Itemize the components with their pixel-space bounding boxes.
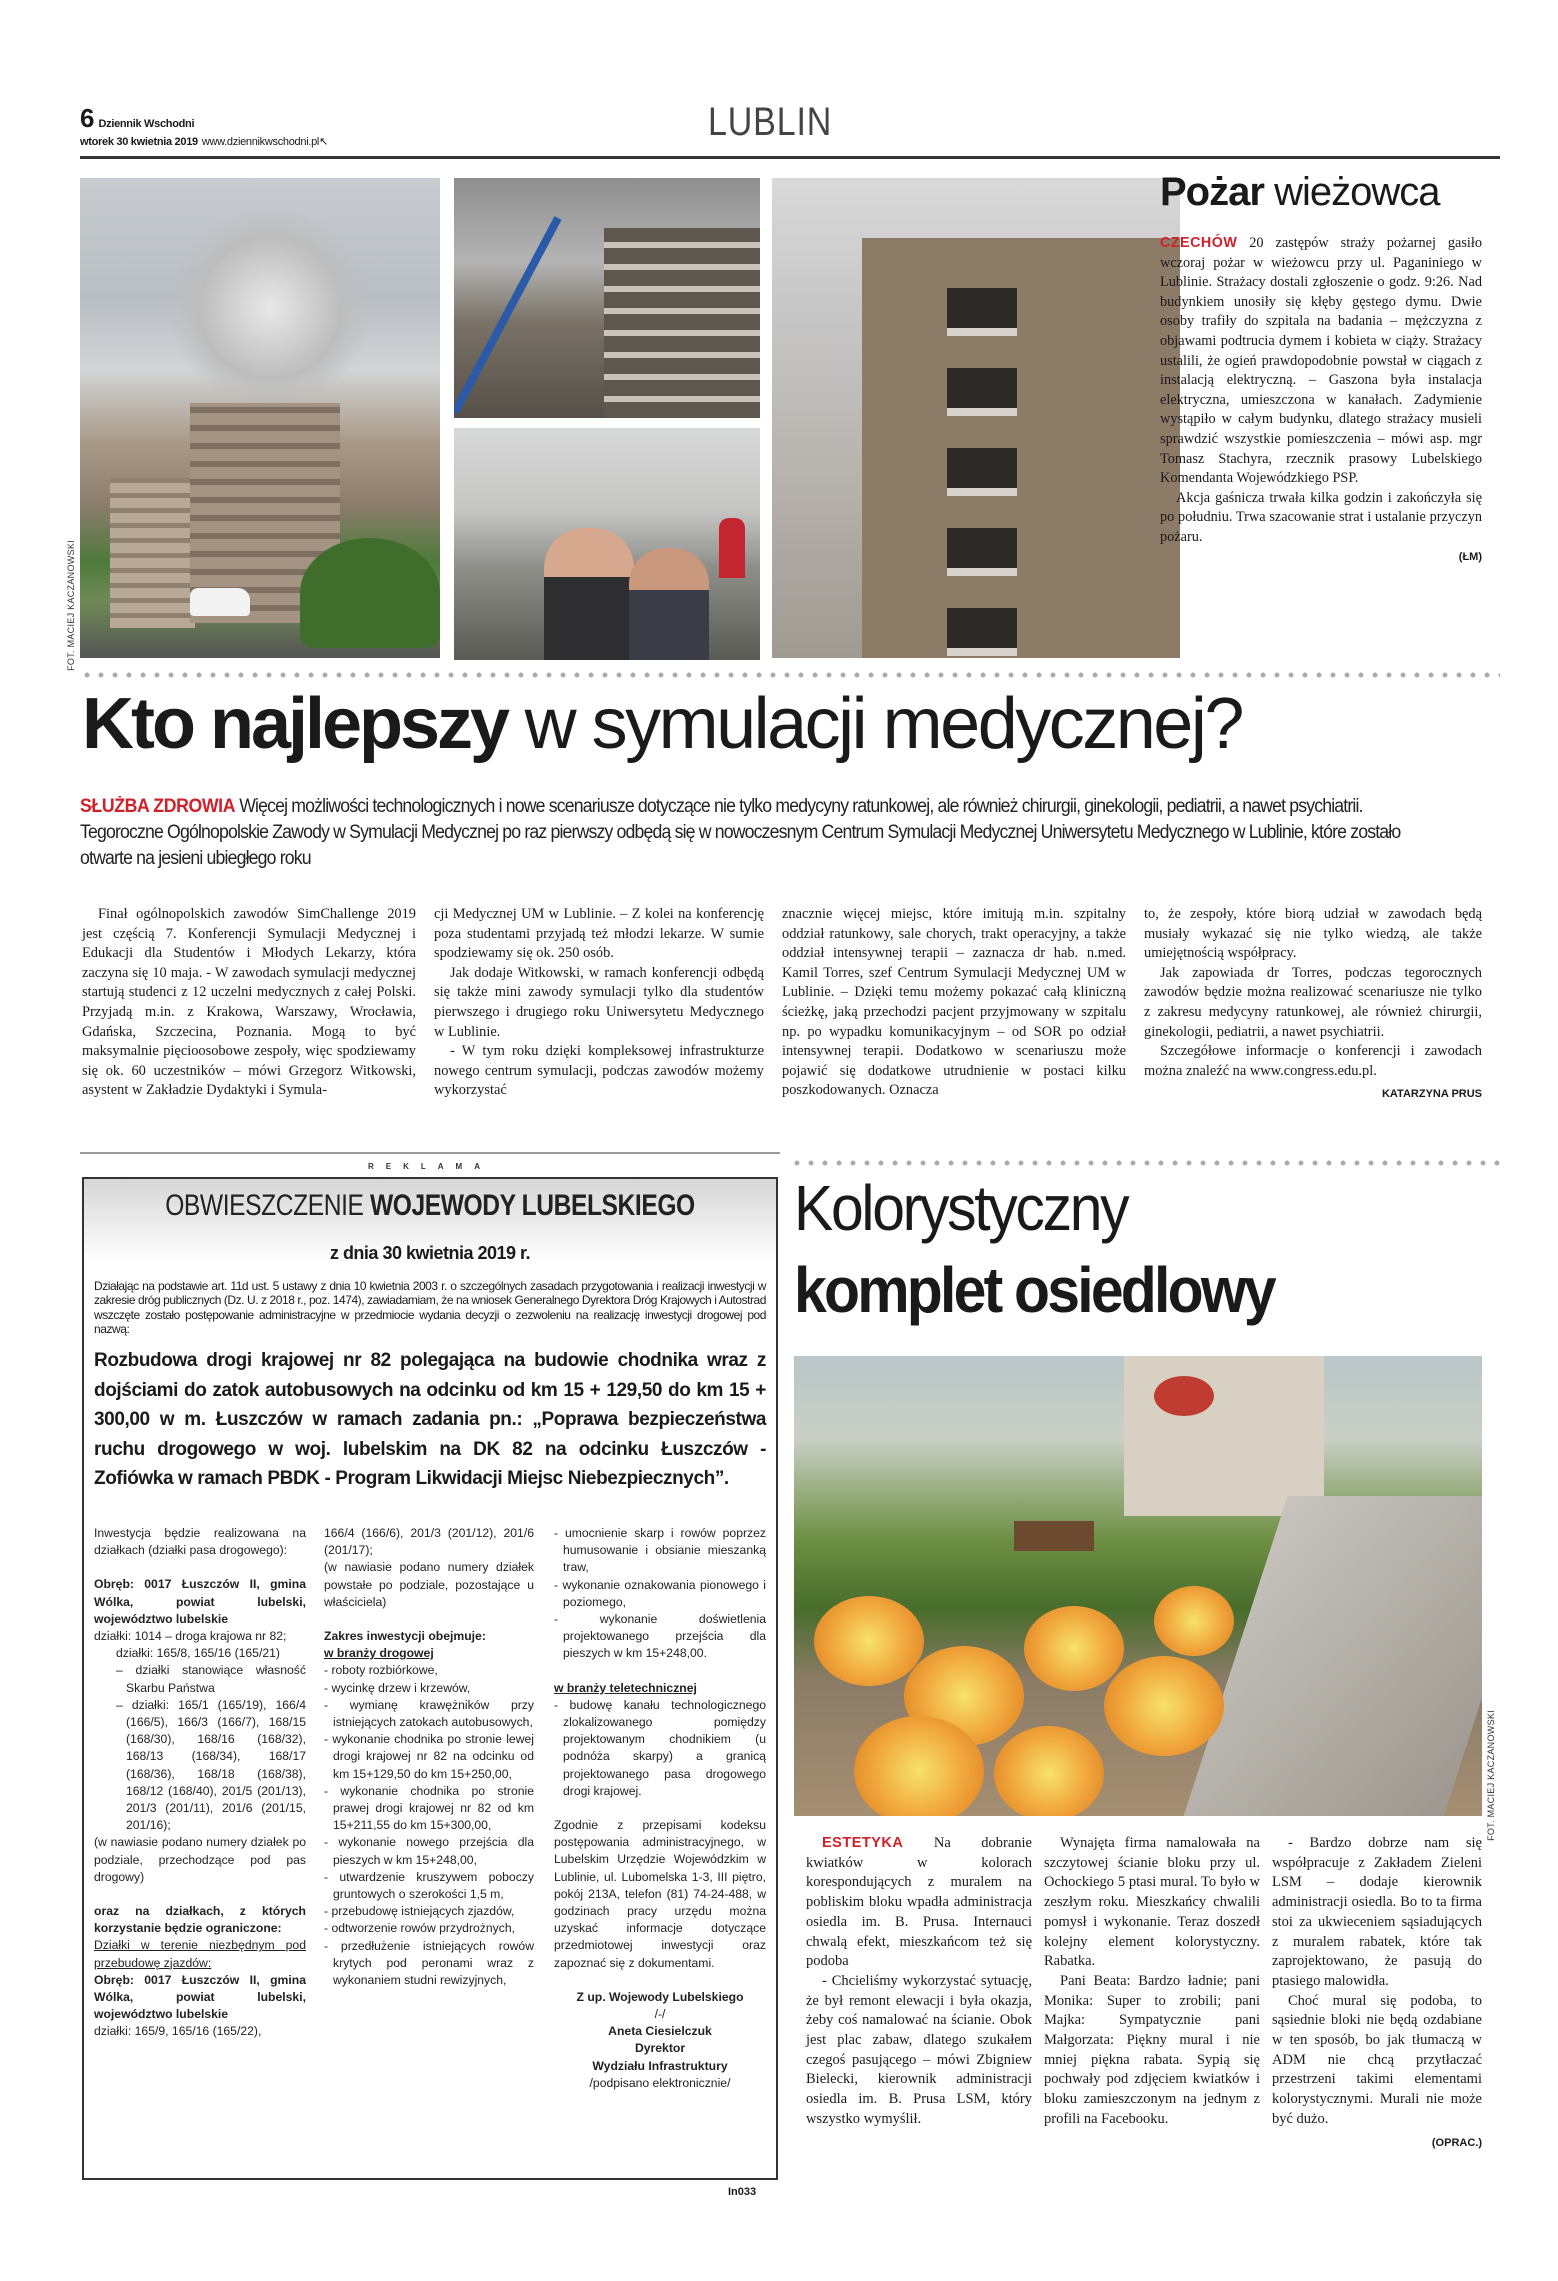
- main-col-3: znacznie więcej miejsc, które imitują m.in. szpitalny oddział ratunkowy, sale chorych, trakt operacyjny, a także oddział intensywnej terapii – zaznacza dr hab. n.med. Kamil Torres, szef Centrum Symulacji Medycznej UM w Lublinie. – Dzięki temu możemy pokazać całą kliniczną ścieżkę, jaką przechodzi pacjent przyjmowany w szpitalu np. po wypadku komunikacyjnym – od SOR po odział intensywnej terapii. Dodatkowo w scenariuszu może pojawić się dodatkowe utrudnienie w postaci kilku poszkodowanych. Oznacza: [782, 906, 1126, 1099]
- fire-article-title: Pożar wieżowca: [1160, 170, 1440, 214]
- main-article-lead: SŁUŻBA ZDROWIA Więcej możliwości technologicznych i nowe scenariusze dotyczące nie tylko medycyny ratunkowej, ale również chirurgii, ginekologii, pediatrii, a nawet psychiatrii. Tegoroczne Ogólnopolskie Zawody w Symulacji Medycznej po raz pierwszy odbędą się w nowoczesnym Centrum Symulacji Medycznej Uniwersytetu Medycznego w Lublinie, które zostało otwarte na jesieni ubiegłego roku: [80, 796, 1401, 869]
- flower-article-title-line1: Kolorystyczny: [794, 1172, 1128, 1244]
- main-signature: KATARZYNA PRUS: [1381, 1088, 1482, 1101]
- ad-project-name: Rozbudowa drogi krajowej nr 82 polegająca na budowie chodnika wraz z dojściami do zatok autobusowych na odcinku od km 15 + 129,50 do km 15 + 300,00 w m. Łuszczów w ramach zadania pn.: „Poprawa bezpieczeństwa ruchu drogowego w woj. lubelskim na DK 82 na odcinku Łuszczów - Zofiówka w ramach PBDK - Program Likwidacji Miejsc Niebezpiecznych”.: [94, 1350, 766, 1489]
- header-rule: [80, 156, 1500, 159]
- main-col-2: cji Medycznej UM w Lublinie. – Z kolei na konferencję poza studentami przyjadą też młodzi lekarze. W sumie spodziewamy się ok. 250 osób. Jak dodaje Witkowski, w ramach konferencji odbędą się także mini zawody symulacji tylko dla studentów pierwszego i drugiego roku Uniwersytetu Medycznego w Lublinie. - W tym roku dzięki kompleksowej infrastrukturze nowego centrum symulacji, podczas zawodów możemy wykorzystać: [434, 906, 764, 1099]
- photo-fire-ladder: [454, 178, 760, 418]
- ad-code: In033: [728, 2186, 757, 2198]
- main-kicker: SŁUŻBA ZDROWIA: [80, 796, 236, 817]
- paper-url-link[interactable]: www.dziennikwschodni.pl: [201, 136, 320, 148]
- page-number: 6: [80, 103, 95, 133]
- ad-col-3: - umocnienie skarp i rowów poprzez humusowanie i obsianie mieszanką traw, - wykonanie oznakowania pionowego i poziomego, - wykonanie doświetlenia projektowanego przejścia dla pieszych w km 15+248,00. w branży teletechnicznej - budowę kanału technologicznego zlokalizowanego pomiędzy projektowanym chodnikiem (u podnóża skarpy) a granicą projektowanego pasa drogowego drogi krajowej. Zgodnie z przepisami kodeksu postępowania administracyjnego, w Lubelskim Urzędzie Wojewódzkim w Lublinie, ul. Lubomelska 1-3, III piętro, pokój 213A, telefon (81) 74-24-488, w godzinach pracy urzędu można uzyskać informacje dotyczące przedmiotowej inwestycji oraz zapoznać się z dokumentami. Z up. Wojewody Lubelskiego /-/ Aneta Ciesielczuk Dyrektor Wydziału Infrastruktury /podpisano elektronicznie/: [554, 1526, 766, 2090]
- dotted-divider-right: [790, 1160, 1500, 1166]
- ad-top-rule: [80, 1152, 780, 1154]
- main-article-title: Kto najlepszy w symulacji medycznej?: [82, 684, 1242, 764]
- photo-onlookers: [454, 428, 760, 660]
- ad-date: z dnia 30 kwietnia 2019 r.: [329, 1243, 531, 1263]
- photo-credit: FOT. MACIEJ KACZANOWSKI: [66, 540, 76, 671]
- main-col-1: Finał ogólnopolskich zawodów SimChallenge 2019 jest częścią 7. Konferencji Symulacji Medycznej i Edukacji dla Studentów i Młodych Lekarzy, która zaczyna się 10 maja. - W zawodach symulacji medycznej startują studenci z 12 uczelni medycznych z całej Polski. Przyjadą m.in. z Krakowa, Warszawy, Wrocławia, Gdańska, Szczecina, Poznania. Mogą to być maksymalnie pięcioosobowe zespoły, więc spodziewamy się ok. 60 uczestników – mówi Grzegorz Witkowski, asystent w Zakładzie Dydaktyki i Symula-: [82, 906, 416, 1099]
- fire-kicker: CZECHÓW: [1160, 235, 1238, 251]
- paper-name: Dziennik Wschodni: [98, 118, 195, 130]
- ad-label: REKLAMA: [368, 1162, 492, 1171]
- photo-burning-tower: [80, 178, 440, 658]
- flower-kicker: ESTETYKA: [822, 1835, 904, 1851]
- cursor-icon: ↖: [319, 136, 329, 148]
- section-title: LUBLIN: [708, 100, 833, 144]
- flower-col-3: - Bardzo dobrze nam się współpracuje z Zakładem Zieleni LSM – dodaje kierownik administracji osiedla. Bo to ta firma stoi za ukwieceniem sąsiadujących z muralem rabatek, które tak zaprojektowano, że pasują do ptasiego malowidła. Choć mural się podoba, to sąsiednie bloki nie będą ozdabiane w ten sposób, bo jak tłumaczą w ADM nie chcą przytłaczać przestrzeni takimi elementami kolorystycznymi. Murali nie może być dużo. (OPRAC.): [1272, 1834, 1482, 2153]
- ad-intro: Działając na podstawie art. 11d ust. 5 ustawy z dnia 10 kwietnia 2003 r. o szczególnych zasadach przygotowania i realizacji inwestycji w zakresie dróg publicznych (Dz. U. z 2018 r., poz. 1474), zawiadamiam, że na wniosek Generalnego Dyrektora Dróg Krajowych i Autostrad wszczęte zostało postępowanie administracyjne w przedmiocie wydania decyzji o zezwoleniu na realizację inwestycji drogowej pod nazwą:: [94, 1279, 766, 1337]
- issue-date: wtorek 30 kwietnia 2019: [80, 136, 198, 148]
- photo-building-facade: [772, 178, 1180, 658]
- main-col-4: to, że zespoły, które biorą udział w zawodach będą musiały wykazać się nie tylko wiedzą, ale także umiejętnością współpracy. Jak zapowiada dr Torres, podczas tegorocznych zawodów będzie można realizować scenariusze nie tylko z zakresu medycyny ratunkowej, ale również chirurgii, ginekologii, pediatrii, a nawet psychiatrii. Szczegółowe informacje o konferencji i zawodach można znaleźć na www.congress.edu.pl. KATARZYNA PRUS: [1144, 905, 1482, 1105]
- ad-announcement: [82, 1177, 778, 2180]
- ad-title: OBWIESZCZENIE WOJEWODY LUBELSKIEGO: [165, 1189, 695, 1222]
- masthead: [80, 105, 328, 149]
- flower-col-2: Wynajęta firma namalowała na szczytowej ścianie bloku przy ul. Ochockiego 5 ptasi mural. To było w zeszłym roku. Mieszkańcy chwalili pomysł i wykonanie. Teraz doszedł kolejny element kolorystyczny. Rabatka. Pani Beata: Bardzo ładnie; pani Monika: Super to zrobili; pani Majka: Sympatycznie pani Małgorzata: Piękny mural i nie mniej piękna rabata. Sypią się pochwały pod zdjęciem kwiatków i bloku zamieszczonym na jednym z profili na Facebooku.: [1044, 1835, 1260, 2127]
- flower-signature: (OPRAC.): [1431, 2136, 1482, 2149]
- ad-col-1: Inwestycja będzie realizowana na działkach (działki pasa drogowego): Obręb: 0017 Łuszczów II, gmina Wólka, powiat lubelski, województwo lubelskie działki: 1014 – droga krajowa nr 82; działki: 165/8, 165/16 (165/21) – działki stanowiące własność Skarbu Państwa – działki: 165/1 (165/19), 166/4 (166/5), 166/3 (166/7), 168/15 (168/30), 168/16 (168/32), 168/13 (168/34), 168/17 (168/36), 168/18 (168/38), 168/12 (168/40), 201/5 (201/13), 201/3 (201/11), 201/6 (201/15, 201/16); (w nawiasie podano numery działek po podziale, przechodzące pod pas drogowy) oraz na działkach, z których korzystanie będzie ograniczone: Działki w terenie niezbędnym pod przebudowę zjazdów: Obręb: 0017 Łuszczów II, gmina Wólka, powiat lubelski, województwo lubelskie działki: 165/9, 165/16 (165/22),: [94, 1526, 306, 2039]
- ad-col-2: 166/4 (166/6), 201/3 (201/12), 201/6 (201/17); (w nawiasie podano numery działek powstałe po podziale, pozostające u właściciela) Zakres inwestycji obejmuje: w branży drogowej - roboty rozbiórkowe, - wycinkę drzew i krzewów, - wymianę krawężników przy istniejących zatokach autobusowych, - wykonanie chodnika po stronie lewej drogi krajowej nr 82 na odcinku od km 15+129,50 do km 15+250,00, - wykonanie chodnika po stronie prawej drogi krajowej nr 82 od km 15+211,55 do km 15+300,00, - wykonanie nowego przejścia dla pieszych w km 15+248,00, - utwardzenie kruszywem poboczy gruntowych o szerokości 1,5 m, - przebudowę istniejących zjazdów, - odtworzenie rowów przydrożnych, - przedłużenie istniejących rowów krytych pod peronami wraz z wykonaniem studni rewizyjnych,: [324, 1526, 534, 1988]
- photo-credit-flowers: FOT. MACIEJ KACZANOWSKI: [1486, 1710, 1496, 1841]
- flower-article-title-line2: komplet osiedlowy: [794, 1254, 1274, 1326]
- fire-signature: (ŁM): [1458, 550, 1482, 563]
- flower-col-1: ESTETYKA Na dobranie kwiatków w kolorach korespondujących z muralem na pobliskim bloku wpadła administracja osiedla im. B. Prusa. Internauci chwalą efekt, mieszkańcom też się podoba - Chcieliśmy wykorzystać sytuację, że był remont elewacji i była okazja, żeby coś namalować na ścianie. Obok jest plac zabaw, dlatego szukałem czegoś pasującego – mówi Zbigniew Bielecki, kierownik administracji osiedla im. B. Prusa LSM, który wszystko wymyślił.: [806, 1835, 1032, 2127]
- photo-flower-bed: [794, 1356, 1482, 1816]
- fire-article-body: CZECHÓW 20 zastępów straży pożarnej gasiło wczoraj pożar w wieżowcu przy ul. Paganiniego w Lublinie. Strażacy dostali zgłoszenie o godz. 9:26. Nad budynkiem unosiły się kłęby gęstego dymu. Dwie osoby trafiły do szpitala na badania – mężczyzna z objawami podtrucia dymem i kobieta w ciąży. Strażacy ustalili, że ogień prawdopodobnie powstał w ciągach z instalacją elektryczną. – Gaszona była instalacja elektryczna, umieszczona w kanałach. Zadymienie wystąpiło w całym budynku, dlatego strażacy musieli sprawdzić wszystkie pomieszczenia – mówi asp. mgr Tomasz Stachyra, rzecznik prasowy Lubelskiego Komendanta Wojewódzkiego PSP. Akcja gaśnicza trwała kilka godzin i zakończyła się po południu. Trwa szacowanie strat i ustalanie przyczyn pożaru. (ŁM): [1160, 234, 1482, 567]
- dotted-divider: [80, 672, 1500, 678]
